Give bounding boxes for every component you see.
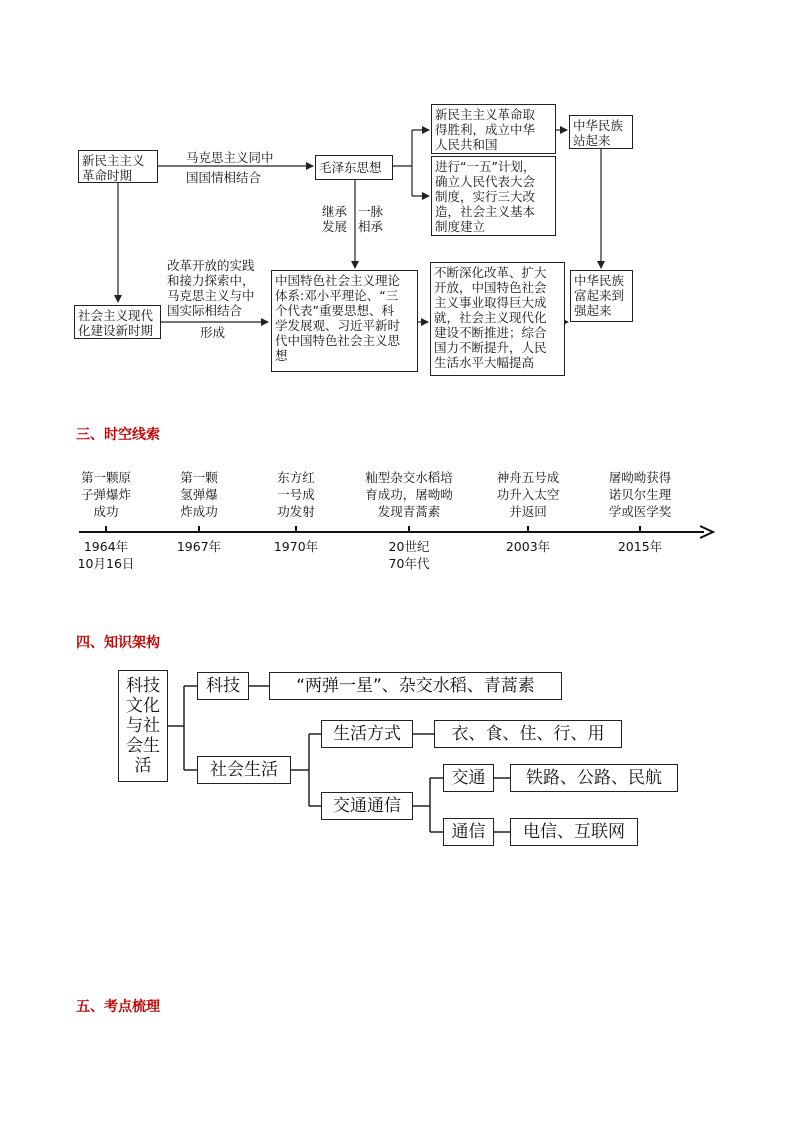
achievements-line: 建设不断推进；综合: [434, 325, 547, 340]
stood-up-line: 站起来: [573, 133, 611, 148]
inherit-right-line: 相承: [358, 219, 384, 234]
achievements-line: 开放，中国特色社会: [434, 280, 547, 295]
mindmap-tech: 科技: [197, 672, 249, 700]
mindmap-transcomm: 交通通信: [321, 792, 413, 820]
date-line: 2003年: [505, 539, 551, 554]
date-line: 2015年: [617, 539, 663, 554]
reform-line: 马克思主义与中: [167, 288, 255, 303]
result1-line: 新民主主义革命取: [435, 107, 536, 122]
mindmap-life-items: 衣、食、住、行、用: [434, 720, 622, 748]
theory-line: 学发展观、习近平新时: [275, 318, 401, 333]
event-line: 一号成: [277, 487, 315, 502]
achievements-line: 不断深化改革、扩大: [434, 265, 547, 280]
event-line: 氢弹爆: [180, 487, 218, 502]
root-line: 与社: [126, 716, 160, 736]
event-line: 神舟五号成: [496, 470, 560, 485]
date-line: 70年代: [388, 556, 430, 571]
section-title-exam-points: 五、考点梳理: [76, 999, 160, 1015]
reform-line: 和接力探索中，: [167, 273, 255, 288]
reform-line: 改革开放的实践: [167, 258, 255, 273]
event-line: 并返回: [509, 504, 547, 519]
mao-label: 毛泽东思想: [319, 160, 382, 175]
mindmap-comm-items: 电信、互联网: [510, 818, 638, 846]
result2-line: 造，社会主义基本: [435, 204, 536, 219]
date-line: 1964年: [83, 539, 129, 554]
event-line: 发现青蒿素: [377, 504, 441, 519]
event-line: 屠呦呦获得: [608, 470, 672, 485]
mindmap-social: 社会生活: [197, 756, 291, 784]
link1-top: 马克思主义同中: [186, 150, 274, 165]
theory-line: 体系:邓小平理论、“三: [275, 288, 399, 303]
event-line: 子弹爆炸: [80, 487, 131, 502]
stood-up-line: 中华民族: [573, 118, 624, 133]
event-line: 功发射: [277, 504, 315, 519]
mindmap-comm: 通信: [443, 818, 494, 846]
event-line: 第一颗: [180, 470, 218, 485]
event-line: 炸成功: [180, 504, 218, 519]
event-line: 籼型杂交水稻培: [365, 470, 453, 485]
theory-line: 中国特色社会主义理论: [275, 273, 401, 288]
mindmap-tech-items: “两弹一星”、杂交水稻、青蒿素: [269, 672, 562, 700]
event-line: 功升入太空: [496, 487, 560, 502]
theory-line: 想: [275, 348, 288, 363]
result1-line: 得胜利，成立中华: [435, 122, 536, 137]
root-line: 科技: [126, 676, 160, 696]
theory-line: 个代表”重要思想、科: [275, 303, 394, 318]
achievements-line: 就，社会主义现代化: [434, 310, 547, 325]
root-line: 活: [134, 756, 152, 776]
event-line: 东方红: [277, 470, 315, 485]
result1-line: 人民共和国: [435, 137, 498, 152]
rich-strong-line: 中华民族: [574, 273, 625, 288]
rich-strong-line: 强起来: [574, 303, 612, 318]
mindmap-life: 生活方式: [321, 720, 413, 748]
date-line: 20世纪: [388, 539, 430, 554]
section-title-timeline: 三、时空线索: [76, 427, 160, 443]
achievements-line: 国力不断提升，人民: [434, 340, 547, 355]
root-line: 文化: [126, 696, 160, 716]
mindmap-transport-items: 铁路、公路、民航: [510, 764, 678, 792]
date-line: 10月16日: [77, 556, 135, 571]
theory-line: 代中国特色社会主义思: [275, 333, 401, 348]
event-line: 诺贝尔生理: [608, 487, 672, 502]
date-line: 1970年: [273, 539, 319, 554]
achievements-line: 生活水平大幅提高: [434, 355, 535, 370]
mindmap-transport: 交通: [443, 764, 494, 792]
link1-bottom: 国国情相结合: [186, 170, 262, 185]
achievements-line: 主义事业取得巨大成: [434, 295, 547, 310]
inherit-left-line: 继承: [322, 204, 348, 219]
root-line: 会生: [126, 736, 160, 756]
section-title-knowledge: 四、知识架构: [76, 635, 160, 651]
event-line: 第一颗原: [80, 470, 131, 485]
result2-line: 确立人民代表大会: [435, 174, 536, 189]
rich-strong-line: 富起来到: [574, 288, 625, 303]
period2-line: 社会主义现代: [78, 308, 154, 323]
result2-line: 进行“一五”计划，: [435, 159, 536, 174]
event-line: 成功: [93, 504, 119, 519]
inherit-left-line: 发展: [322, 219, 348, 234]
formed-text: 形成: [200, 325, 226, 340]
inherit-right-line: 一脉: [358, 204, 384, 219]
date-line: 1967年: [176, 539, 222, 554]
period1-line: 新民主主义: [82, 153, 145, 168]
mindmap-root: [118, 670, 168, 782]
period2-line: 化建设新时期: [78, 323, 154, 338]
result2-line: 制度建立: [435, 219, 486, 234]
period1-line: 革命时期: [82, 168, 133, 183]
result2-line: 制度，实行三大改: [435, 189, 536, 204]
reform-line: 国实际相结合: [167, 303, 243, 318]
event-line: 学或医学奖: [608, 504, 672, 519]
event-line: 育成功，屠呦呦: [365, 487, 453, 502]
